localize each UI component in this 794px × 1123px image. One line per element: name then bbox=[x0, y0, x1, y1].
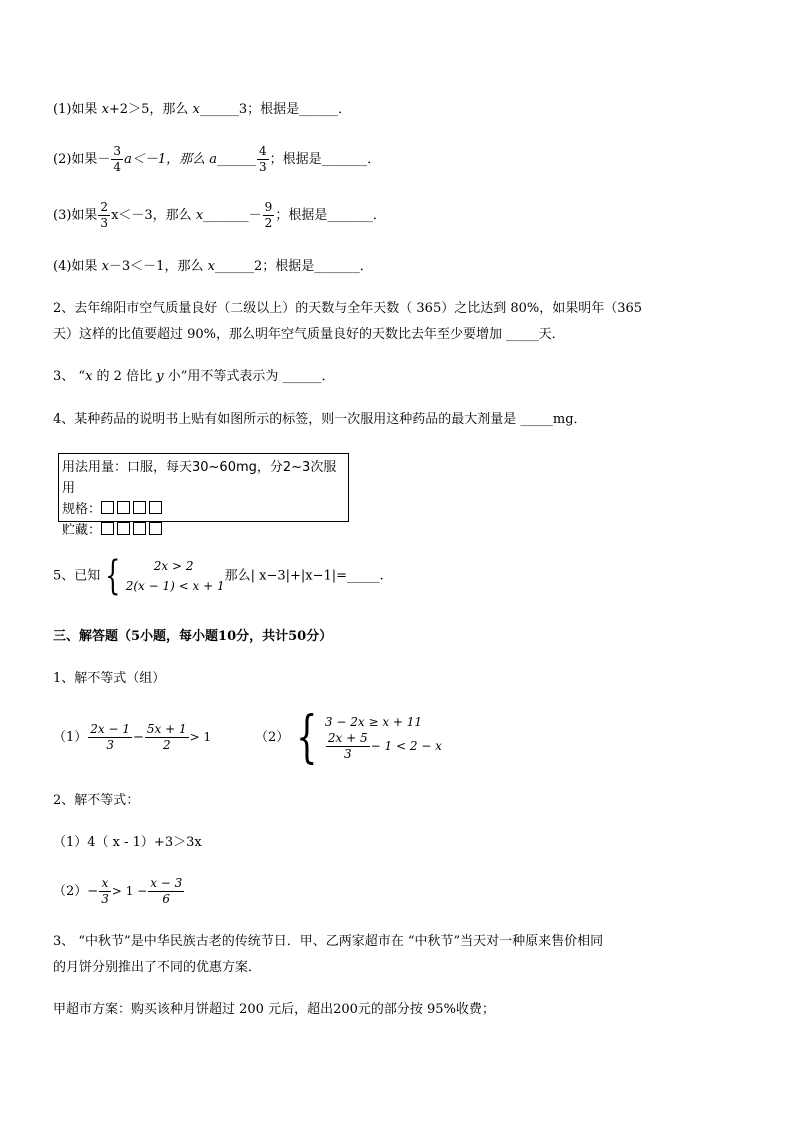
q-var: x bbox=[192, 102, 200, 117]
q-var: x bbox=[101, 259, 109, 274]
fraction: $\frac{3}{4}$ bbox=[113, 144, 122, 174]
q-var: x bbox=[85, 369, 93, 384]
problem-3-line2: 的月饼分别推出了不同的优惠方案． bbox=[53, 960, 262, 975]
label-spec: 规格： bbox=[62, 499, 345, 520]
q-text: ______2；根据是_______． bbox=[214, 259, 373, 274]
problem-2-part2: （2）− $\frac{x}{3}$ > 1 − $\frac{x - 3}{6}$ bbox=[53, 876, 183, 906]
fraction: $\frac{2x + 5}{3}$ bbox=[327, 731, 368, 761]
question-1-2 bbox=[53, 144, 380, 175]
fraction: $\frac{9}{2}$ bbox=[264, 200, 273, 230]
section-3-heading: 三、解答题（5小题，每小题10分，共计50分） bbox=[53, 629, 333, 644]
q-blank: ______ bbox=[216, 152, 256, 167]
fraction: $\frac{x - 3}{6}$ bbox=[150, 876, 183, 906]
q-text: (4)如果 bbox=[53, 259, 102, 274]
problem-3-line3: 甲超市方案：购买该种月饼超过 200 元后，超出200元的部分按 95%收费； bbox=[53, 1002, 495, 1017]
problem-1-title: 1、解不等式（组） bbox=[53, 671, 166, 686]
q-text: 5、已知 bbox=[53, 568, 101, 584]
question-1-3 bbox=[53, 200, 386, 231]
q-var: x bbox=[101, 102, 109, 117]
equation-system: 2x > 2 2(x − 1) < x + 1 bbox=[125, 559, 225, 593]
label-dosage: 用法用量：口服，每天30~60mg，分2~3次服用 bbox=[62, 460, 337, 496]
question-2-line2: 天）这样的比值要超过 90%，那么明年空气质量良好的天数比去年至少要增加 _____天． bbox=[53, 327, 565, 342]
question-4: 4、某种药品的说明书上贴有如图所示的标签，则一次服用这种药品的最大剂量是 _____mg． bbox=[53, 412, 587, 427]
medicine-label-box bbox=[58, 453, 349, 538]
fraction: $\frac{4}{3}$ bbox=[258, 144, 267, 174]
q-text: +2＞5，那么 bbox=[108, 102, 193, 117]
problem-1-part1: （1） $\frac{2x - 1}{3}$ − $\frac{5x + 1}{2}$ > 1 bbox=[53, 722, 212, 752]
problem-2-part1: （1）4（ x - 1）+3＞3x bbox=[53, 835, 202, 850]
q-text: 小”用不等式表示为 ______． bbox=[163, 369, 335, 384]
question-1-1 bbox=[53, 101, 351, 119]
q-text: (1)如果 bbox=[53, 102, 102, 117]
problem-3-line1: 3、 “中秋节”是中华民族古老的传统节日．甲、乙两家超市在 “中秋节”当天对一种原来售价相同 bbox=[53, 934, 604, 949]
question-1-4 bbox=[53, 258, 373, 276]
q-var: x bbox=[195, 208, 204, 223]
q-text: a＜－1，那么 bbox=[124, 152, 210, 167]
q-text: x＜－3，那么 bbox=[111, 208, 196, 223]
equation-system: 3 − 2x ≥ x + 11 $\frac{2x + 5}{3}$ − 1 < 2 − x bbox=[324, 715, 442, 761]
q-text: 那么| x−3|+|x−1|=_____. bbox=[224, 568, 384, 584]
q-text: ______3；根据是______． bbox=[199, 102, 352, 117]
question-5 bbox=[53, 553, 384, 599]
q-text: ；根据是_______． bbox=[275, 208, 386, 223]
q-text: 的 2 倍比 bbox=[92, 369, 157, 384]
q-text: (2)如果－ bbox=[53, 152, 111, 167]
label-storage: 贮藏： bbox=[62, 520, 345, 541]
brace-icon: { bbox=[105, 553, 121, 599]
q-text: －3＜－1，那么 bbox=[108, 259, 208, 274]
q-text: ；根据是_______． bbox=[269, 152, 381, 167]
problem-2-title: 2、解不等式： bbox=[53, 793, 140, 808]
question-2-line1: 2、去年绵阳市空气质量良好（二级以上）的天数与全年天数（ 365）之比达到 80%，如果明年（365 bbox=[53, 301, 643, 316]
brace-icon: { bbox=[296, 704, 318, 770]
fraction: $\frac{2x - 1}{3}$ bbox=[90, 722, 131, 752]
fraction: $\frac{x}{3}$ bbox=[101, 876, 109, 906]
q-text: 3、 “ bbox=[53, 369, 86, 384]
question-3 bbox=[53, 368, 335, 386]
q-var: a bbox=[209, 152, 217, 167]
q-text: (3)如果 bbox=[53, 208, 98, 223]
q-var: y bbox=[156, 369, 164, 384]
problem-1-part2: （2） { 3 − 2x ≥ x + 11 $\frac{2x + 5}{3}$ − 1 < 2 − x bbox=[255, 704, 442, 770]
fraction: $\frac{5x + 1}{2}$ bbox=[146, 722, 187, 752]
q-blank: _______－ bbox=[203, 208, 262, 223]
q-var: x bbox=[207, 259, 215, 274]
fraction: $\frac{2}{3}$ bbox=[100, 200, 109, 230]
